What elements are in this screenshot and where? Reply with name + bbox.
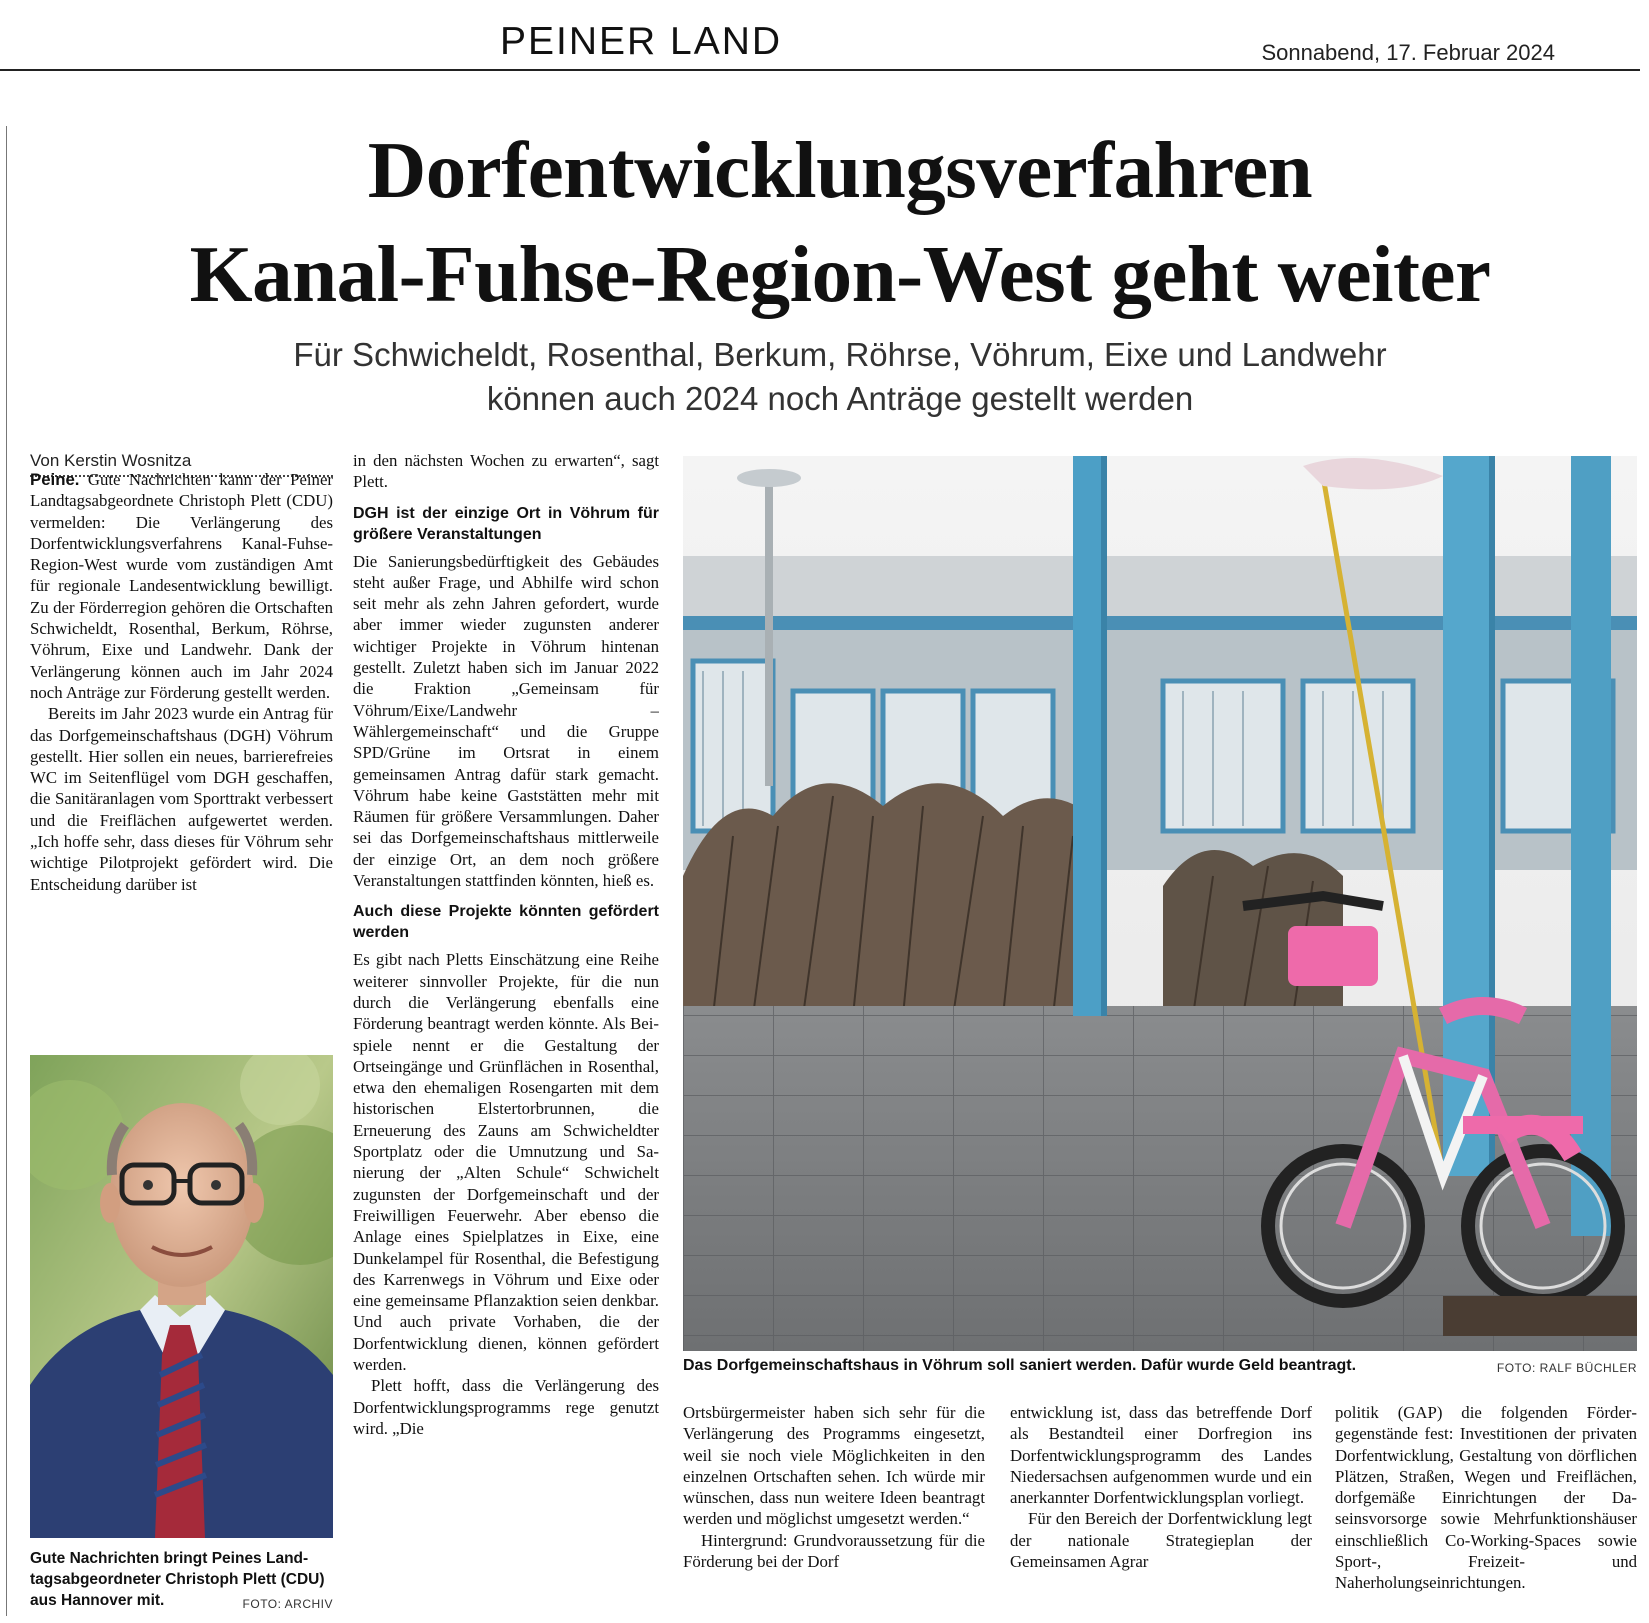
subheading-1: DGH ist der einzige Ort in Vöhrum für größere Veranstaltungen (353, 504, 659, 543)
portrait-credit: FOTO: ARCHIV (242, 1597, 333, 1611)
paragraph-2: Bereits im Jahr 2023 wurde ein Antrag für das Dorfgemeinschaftshaus (DGH) Vöhrum gestellt. Hier sollen ein neues, barrierefreies WC im Seitenflügel vom DGH geschaffen, die Sanitäranlagen vom Sporttrakt verbessert und die Freiflächen aufgewertet werden. „Ich hoffe sehr, dass dieses für Vöhrum sehr wichtige Pilotprojekt gefördert wird. Die Entscheidung darüber ist (30, 704, 333, 894)
paragraph-11: politik (GAP) die folgenden Fördergegenstände fest: Investitionen der privaten Dorfentwicklung, Gestaltung von dörflichen Plätzen, Straßen, Wegen und Freiflächen, dorfgemäße Einrichtungen der Daseinsvorsorge sowie Mehrfunktionshäuser einschließlich Co-Working-Spaces sowie Sport-, Freizeit- und Naherholungseinrichtungen. (1335, 1403, 1637, 1593)
portrait-photo (30, 1055, 333, 1538)
headline-line-1: Dorfentwicklungsverfahren (367, 125, 1313, 215)
article-column-1 (30, 469, 333, 1037)
section-name: PEINER LAND (500, 20, 783, 63)
article-column-5 (1335, 1402, 1637, 1620)
portrait-caption (30, 1548, 333, 1615)
headline-line-2: Kanal-Fuhse-Region-West geht weiter (189, 229, 1491, 319)
subheading-2: Auch diese Projekte könnten gefördert werden (353, 903, 659, 942)
photo-credit: FOTO: RALF BÜCHLER (1496, 1361, 1637, 1375)
article-column-3 (683, 1402, 985, 1620)
article-column-4 (1010, 1402, 1312, 1620)
header-rule (0, 69, 1640, 71)
paragraph-8: Hintergrund: Grundvoraussetzung für die Förderung bei der Dorf (683, 1530, 985, 1572)
paragraph-6: Plett hofft, dass die Verlängerung des Dorfentwicklungsprogramms rege genutzt wird. „Die (353, 1376, 659, 1438)
paragraph-1-text: Gute Nachrichten kann der Peiner Landtagsabgeordnete Christoph Plett (CDU) vermelden: Die Verlängerung des Dorfentwicklungsverfahrens Kanal-Fuhse-Region-West wurde vom zuständigen Amt für regionale Landesentwicklung bewilligt. Zu der Förderregion gehören die Ortschaften Schwicheldt, Rosenthal, Berkum, Röhrse, Vöhrum, Eixe und Landwehr. Dank der Verlängerung können auch im Jahr 2024 noch Anträge zur Förderung gestellt werden. (30, 470, 333, 702)
paragraph-5: Es gibt nach Pletts Einschätzung eine Reihe weiterer sinnvoller Projekte, für die nun durch die Verlängerung ebenfalls eine Förderung beantragt werden könnte. Als Beispiele nennt er die Gestaltung der Ortseingänge und Grünflächen in Rosenthal, etwa den ehemaligen Rosengarten mit dem historischen Elstertorbrunnen, die Erneuerung des Zauns am Schwicheldter Sportplatz oder die Umnutzung und Sanierung der „Alten Schule“ Schwichelt zugunsten der Dorfgemeinschaft und der Freiwilligen Feuerwehr. Aber ebenso die Anlage eines Spielplatzes in Eixe, eine Dunkelampel für Rosenthal, die Befestigung des Karrenwegs in Vöhrum und Eixe oder eine gemeinsame Pflanzaktion seien denkbar. Und auch private Vorhaben, die der Dorfentwicklung dienen, können gefördert werden. (353, 950, 659, 1374)
paragraph-10: Für den Bereich der Dorfentwicklung legt der nationale Strategieplan der Gemeinsamen Agrar (1010, 1509, 1312, 1572)
article-column-2 (353, 450, 659, 1620)
paragraph-1 (30, 469, 333, 703)
byline: Von Kerstin Wosnitza (30, 451, 333, 477)
paragraph-4: Die Sanierungsbedürftigkeit des Gebäudes steht außer Frage, und Abhilfe wird schon seit mehr als zehn Jahren gefordert, wurde aber immer wieder zugunsten anderer wichtiger Projekte in Vöhrum hintenan gestellt. Zuletzt haben sich im Januar 2022 die Fraktion „Gemeinsam für Vöhrum/Eixe/Landwehr – Wählergemeinschaft“ und die Gruppe SPD/Grüne im Ortsrat in einem gemeinsamen Antrag dafür stark gemacht. Vöhrum habe keine Gaststätten mehr mit Räumen für größere Versammlungen. Daher sei das Dorfgemeinschaftshaus mittlerweile der einzige Ort, an dem noch größere Veranstaltungen stattfinden könnten, hieß es. (353, 551, 659, 891)
photo-caption: Das Dorfgemeinschaftshaus in Vöhrum soll saniert werden. Dafür wurde Geld beantragt. (683, 1357, 1357, 1374)
issue-date: Sonnabend, 17. Februar 2024 (1261, 40, 1555, 65)
portrait-caption-text: Gute Nachrichten bringt Peines Landtagsabgeordneter Christoph Plett (CDU) aus Hannover mit. (30, 1550, 325, 1609)
left-column-rule (6, 126, 7, 1616)
headline (40, 118, 1640, 326)
subheadline-line-1: Für Schwicheldt, Rosenthal, Berkum, Röhrse, Vöhrum, Eixe und Landwehr (293, 336, 1387, 373)
paragraph-3: in den nächsten Wochen zu erwarten“, sagt Plett. (353, 451, 659, 492)
main-photo (683, 456, 1637, 1351)
dateline: Peine. (30, 470, 80, 489)
paragraph-9: entwicklung ist, dass das betreffende Dorf als Bestandteil einer Dorfregion ins Dorfentwicklungsprogramm des Landes Niedersachsen aufgenommen wurde und ein anerkannter Dorfentwicklungsplan vorliegt. (1010, 1403, 1312, 1508)
subheadline (40, 333, 1640, 421)
paragraph-7: Ortsbürgermeister haben sich sehr für die Verlängerung des Programms eingesetzt, weil sie noch viele Möglichkeiten in den einzelnen Ortschaften sehen. Ich würde mir wünschen, dass nun weitere Ideen beantragt werden und möglichst umgesetzt werden.“ (683, 1403, 985, 1529)
subheadline-line-2: können auch 2024 noch Anträge gestellt werden (486, 380, 1194, 417)
